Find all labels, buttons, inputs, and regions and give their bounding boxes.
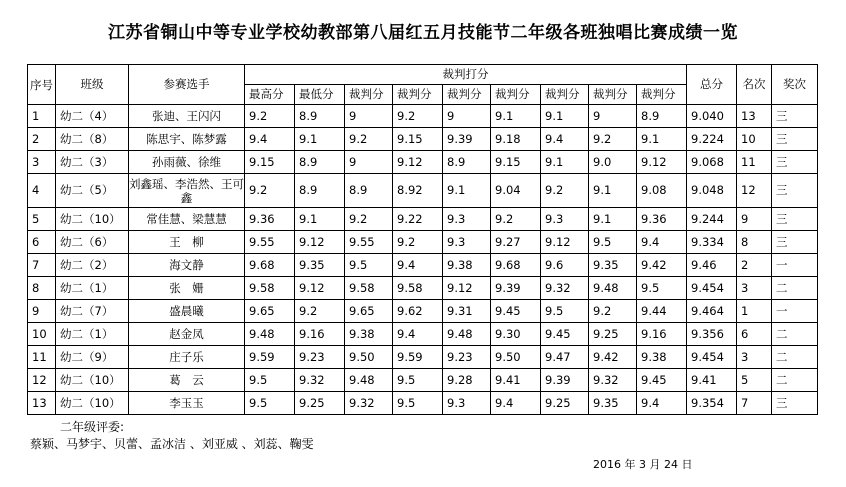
subheader-score-6: 裁判分 [491, 85, 541, 105]
row-score-6: 9.15 [491, 151, 541, 174]
row-contestant: 王 柳 [129, 231, 245, 254]
row-score-3: 9.48 [345, 369, 393, 392]
row-score-7: 9.3 [541, 208, 589, 231]
row-score-9: 9.12 [637, 151, 687, 174]
row-score-3: 9.38 [345, 323, 393, 346]
row-score-8: 9.35 [589, 254, 637, 277]
row-score-5: 8.9 [443, 151, 491, 174]
row-score-7: 9.47 [541, 346, 589, 369]
row-score-4: 8.92 [393, 174, 443, 208]
header-contestant: 参赛选手 [129, 65, 245, 105]
date: 2016 年 3 月 24 日 [593, 458, 693, 471]
row-score-3: 9.32 [345, 392, 393, 415]
row-seq: 6 [28, 231, 56, 254]
row-score-9: 9.42 [637, 254, 687, 277]
row-score-1: 9.5 [245, 369, 295, 392]
table-row [28, 346, 818, 369]
row-score-5: 9.1 [443, 174, 491, 208]
row-score-5: 9.38 [443, 254, 491, 277]
table-row [28, 277, 818, 300]
row-score-8: 9.2 [589, 300, 637, 323]
row-score-3: 9 [345, 151, 393, 174]
row-score-9: 9.44 [637, 300, 687, 323]
row-score-1: 9.55 [245, 231, 295, 254]
row-score-7: 9.25 [541, 392, 589, 415]
row-score-6: 9.50 [491, 346, 541, 369]
row-rank: 8 [737, 231, 772, 254]
row-score-6: 9.39 [491, 277, 541, 300]
row-score-5: 9.23 [443, 346, 491, 369]
row-score-5: 9.39 [443, 128, 491, 151]
row-rank: 13 [737, 105, 772, 128]
row-score-1: 9.15 [245, 151, 295, 174]
row-award: 二 [772, 323, 818, 346]
row-total: 9.048 [687, 174, 737, 208]
row-score-2: 8.9 [295, 105, 345, 128]
row-score-5: 9.12 [443, 277, 491, 300]
row-contestant: 葛 云 [129, 369, 245, 392]
row-seq: 10 [28, 323, 56, 346]
table-row [28, 254, 818, 277]
header-class: 班级 [56, 65, 129, 105]
row-score-4: 9.22 [393, 208, 443, 231]
table-row [28, 208, 818, 231]
row-award: 三 [772, 174, 818, 208]
row-score-9: 9.38 [637, 346, 687, 369]
row-class: 幼二（10） [56, 369, 129, 392]
row-score-2: 8.9 [295, 151, 345, 174]
row-score-4: 9.58 [393, 277, 443, 300]
subheader-score-4: 裁判分 [393, 85, 443, 105]
page-title: 江苏省铜山中等专业学校幼教部第八届红五月技能节二年级各班独唱比赛成绩一览 [108, 23, 738, 43]
table-row [28, 174, 818, 208]
row-score-5: 9.3 [443, 208, 491, 231]
subheader-score-1: 最高分 [245, 85, 295, 105]
subheader-score-5: 裁判分 [443, 85, 491, 105]
row-score-3: 9.5 [345, 254, 393, 277]
row-award: 一 [772, 254, 818, 277]
subheader-score-2: 最低分 [295, 85, 345, 105]
row-score-9: 9.4 [637, 392, 687, 415]
row-seq: 1 [28, 105, 56, 128]
row-score-7: 9.4 [541, 128, 589, 151]
row-score-8: 9.32 [589, 369, 637, 392]
row-score-5: 9 [443, 105, 491, 128]
row-score-2: 9.12 [295, 277, 345, 300]
row-score-2: 9.32 [295, 369, 345, 392]
row-score-9: 8.9 [637, 105, 687, 128]
row-score-8: 9.1 [589, 174, 637, 208]
row-score-1: 9.2 [245, 174, 295, 208]
row-score-8: 9.2 [589, 128, 637, 151]
row-contestant: 张 姗 [129, 277, 245, 300]
row-score-1: 9.65 [245, 300, 295, 323]
row-score-4: 9.59 [393, 346, 443, 369]
row-award: 二 [772, 369, 818, 392]
row-score-2: 9.1 [295, 128, 345, 151]
judges-names: 蔡颖、马梦宇、贝蕾、孟冰洁 、刘亚威 、刘蕊、鞠雯 [30, 437, 314, 451]
row-score-6: 9.30 [491, 323, 541, 346]
row-score-7: 9.2 [541, 174, 589, 208]
row-score-3: 9.65 [345, 300, 393, 323]
row-score-2: 9.2 [295, 300, 345, 323]
row-score-8: 9.48 [589, 277, 637, 300]
row-score-8: 9.0 [589, 151, 637, 174]
row-award: 三 [772, 231, 818, 254]
row-class: 幼二（10） [56, 392, 129, 415]
row-score-9: 9.08 [637, 174, 687, 208]
row-score-4: 9.12 [393, 151, 443, 174]
row-total: 9.356 [687, 323, 737, 346]
row-score-1: 9.4 [245, 128, 295, 151]
row-score-6: 9.45 [491, 300, 541, 323]
table-row [28, 105, 818, 128]
row-contestant: 李玉玉 [129, 392, 245, 415]
table-row [28, 392, 818, 415]
row-award: 三 [772, 105, 818, 128]
row-score-8: 9.25 [589, 323, 637, 346]
row-score-2: 8.9 [295, 174, 345, 208]
subheader-score-8: 裁判分 [589, 85, 637, 105]
row-class: 幼二（1） [56, 277, 129, 300]
row-rank: 2 [737, 254, 772, 277]
row-rank: 3 [737, 346, 772, 369]
row-seq: 8 [28, 277, 56, 300]
row-rank: 1 [737, 300, 772, 323]
row-score-6: 9.04 [491, 174, 541, 208]
row-rank: 7 [737, 392, 772, 415]
row-score-2: 9.16 [295, 323, 345, 346]
row-rank: 12 [737, 174, 772, 208]
row-class: 幼二（1） [56, 323, 129, 346]
row-score-8: 9 [589, 105, 637, 128]
row-score-6: 9.2 [491, 208, 541, 231]
row-score-4: 9.5 [393, 392, 443, 415]
header-judge-scores: 裁判打分 [245, 65, 687, 85]
row-score-3: 9.2 [345, 208, 393, 231]
row-class: 幼二（5） [56, 174, 129, 208]
subheader-score-7: 裁判分 [541, 85, 589, 105]
row-seq: 3 [28, 151, 56, 174]
row-contestant: 张迪、王闪闪 [129, 105, 245, 128]
row-score-3: 9.50 [345, 346, 393, 369]
row-score-5: 9.3 [443, 231, 491, 254]
table-row [28, 231, 818, 254]
row-score-1: 9.59 [245, 346, 295, 369]
row-seq: 2 [28, 128, 56, 151]
row-contestant: 陈思宇、陈梦露 [129, 128, 245, 151]
row-score-4: 9.2 [393, 105, 443, 128]
row-total: 9.040 [687, 105, 737, 128]
row-class: 幼二（3） [56, 151, 129, 174]
row-score-2: 9.25 [295, 392, 345, 415]
row-class: 幼二（10） [56, 208, 129, 231]
row-score-1: 9.68 [245, 254, 295, 277]
row-score-6: 9.18 [491, 128, 541, 151]
row-contestant: 刘鑫瑶、李浩然、王可鑫 [129, 174, 245, 208]
row-award: 三 [772, 128, 818, 151]
row-seq: 7 [28, 254, 56, 277]
row-score-7: 9.1 [541, 151, 589, 174]
row-score-7: 9.12 [541, 231, 589, 254]
row-class: 幼二（6） [56, 231, 129, 254]
row-score-1: 9.36 [245, 208, 295, 231]
row-rank: 3 [737, 277, 772, 300]
judges-label: 二年级评委: [60, 420, 125, 434]
row-score-7: 9.6 [541, 254, 589, 277]
row-contestant: 孙雨薇、徐维 [129, 151, 245, 174]
row-score-8: 9.5 [589, 231, 637, 254]
row-score-6: 9.27 [491, 231, 541, 254]
row-score-7: 9.32 [541, 277, 589, 300]
row-total: 9.244 [687, 208, 737, 231]
row-score-2: 9.12 [295, 231, 345, 254]
row-score-5: 9.28 [443, 369, 491, 392]
row-award: 三 [772, 151, 818, 174]
table-row [28, 323, 818, 346]
row-score-9: 9.5 [637, 277, 687, 300]
row-award: 二 [772, 277, 818, 300]
row-score-8: 9.35 [589, 392, 637, 415]
row-score-5: 9.48 [443, 323, 491, 346]
row-score-7: 9.1 [541, 105, 589, 128]
row-seq: 12 [28, 369, 56, 392]
row-score-4: 9.5 [393, 369, 443, 392]
row-score-7: 9.39 [541, 369, 589, 392]
row-total: 9.354 [687, 392, 737, 415]
row-score-6: 9.4 [491, 392, 541, 415]
row-score-7: 9.45 [541, 323, 589, 346]
header-row [28, 65, 818, 85]
row-score-1: 9.5 [245, 392, 295, 415]
row-award: 三 [772, 208, 818, 231]
row-score-9: 9.36 [637, 208, 687, 231]
row-score-4: 9.4 [393, 323, 443, 346]
row-score-3: 9.2 [345, 128, 393, 151]
row-score-4: 9.15 [393, 128, 443, 151]
row-total: 9.068 [687, 151, 737, 174]
table-row [28, 300, 818, 323]
row-score-2: 9.1 [295, 208, 345, 231]
subheader-score-3: 裁判分 [345, 85, 393, 105]
row-seq: 4 [28, 174, 56, 208]
row-score-6: 9.68 [491, 254, 541, 277]
row-score-3: 9.55 [345, 231, 393, 254]
row-total: 9.224 [687, 128, 737, 151]
table-row [28, 369, 818, 392]
row-rank: 11 [737, 151, 772, 174]
row-score-1: 9.58 [245, 277, 295, 300]
row-score-5: 9.31 [443, 300, 491, 323]
row-contestant: 庄子乐 [129, 346, 245, 369]
row-class: 幼二（4） [56, 105, 129, 128]
row-total: 9.41 [687, 369, 737, 392]
row-score-2: 9.23 [295, 346, 345, 369]
row-award: 三 [772, 392, 818, 415]
score-table [27, 64, 818, 415]
row-total: 9.464 [687, 300, 737, 323]
row-class: 幼二（8） [56, 128, 129, 151]
row-score-9: 9.4 [637, 231, 687, 254]
header-total: 总分 [687, 65, 737, 105]
row-score-3: 9.58 [345, 277, 393, 300]
row-score-9: 9.16 [637, 323, 687, 346]
row-seq: 9 [28, 300, 56, 323]
row-contestant: 常佳慧、梁慧慧 [129, 208, 245, 231]
row-award: 二 [772, 346, 818, 369]
row-seq: 13 [28, 392, 56, 415]
row-score-3: 8.9 [345, 174, 393, 208]
header-award: 奖次 [772, 65, 818, 105]
row-total: 9.46 [687, 254, 737, 277]
row-rank: 5 [737, 369, 772, 392]
row-score-8: 9.42 [589, 346, 637, 369]
row-score-1: 9.48 [245, 323, 295, 346]
row-contestant: 海文静 [129, 254, 245, 277]
row-seq: 11 [28, 346, 56, 369]
row-score-5: 9.3 [443, 392, 491, 415]
row-rank: 9 [737, 208, 772, 231]
row-award: 一 [772, 300, 818, 323]
row-class: 幼二（9） [56, 346, 129, 369]
row-score-9: 9.1 [637, 128, 687, 151]
header-seq: 序号 [28, 65, 56, 105]
row-total: 9.334 [687, 231, 737, 254]
row-score-3: 9 [345, 105, 393, 128]
header-rank: 名次 [737, 65, 772, 105]
row-class: 幼二（7） [56, 300, 129, 323]
table-row [28, 128, 818, 151]
row-score-4: 9.4 [393, 254, 443, 277]
row-contestant: 赵金凤 [129, 323, 245, 346]
row-seq: 5 [28, 208, 56, 231]
row-class: 幼二（2） [56, 254, 129, 277]
row-score-4: 9.2 [393, 231, 443, 254]
row-contestant: 盛晨曦 [129, 300, 245, 323]
row-score-2: 9.35 [295, 254, 345, 277]
row-score-4: 9.62 [393, 300, 443, 323]
row-score-6: 9.41 [491, 369, 541, 392]
row-score-1: 9.2 [245, 105, 295, 128]
row-score-8: 9.1 [589, 208, 637, 231]
row-rank: 6 [737, 323, 772, 346]
row-total: 9.454 [687, 346, 737, 369]
row-score-9: 9.45 [637, 369, 687, 392]
row-score-6: 9.1 [491, 105, 541, 128]
table-row [28, 151, 818, 174]
subheader-score-9: 裁判分 [637, 85, 687, 105]
row-rank: 10 [737, 128, 772, 151]
row-total: 9.454 [687, 277, 737, 300]
row-score-7: 9.5 [541, 300, 589, 323]
